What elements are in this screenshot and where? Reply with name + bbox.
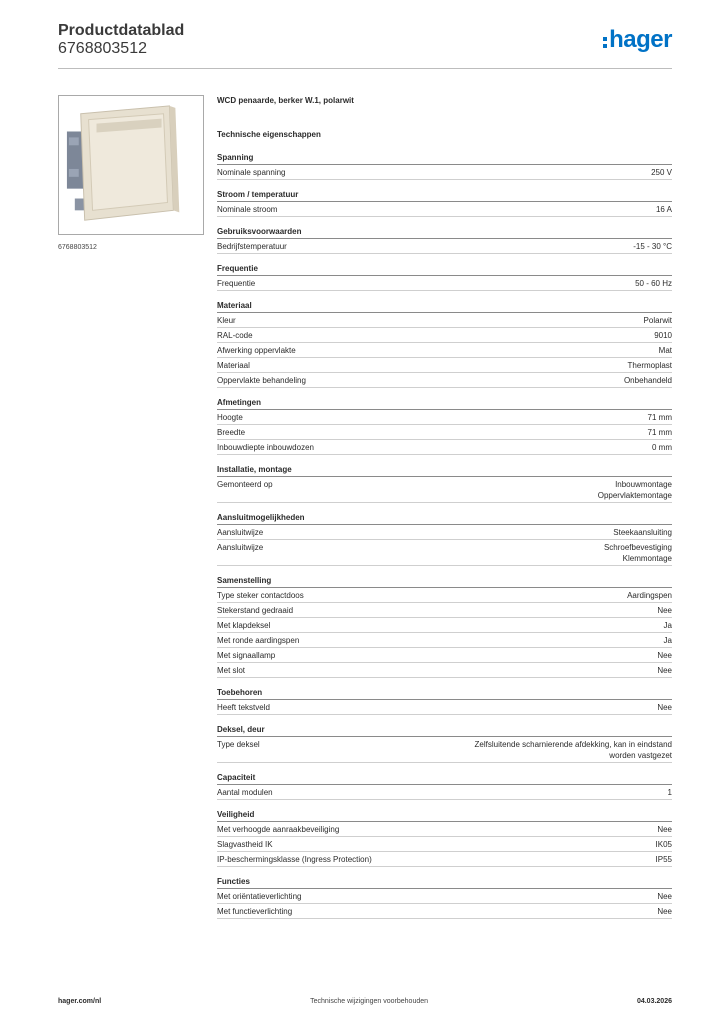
spec-section: [217, 301, 672, 388]
spec-sections: [217, 153, 672, 919]
image-caption: 6768803512: [58, 244, 97, 251]
spec-section: [217, 810, 672, 867]
section-title: Stroom / temperatuur: [217, 190, 672, 202]
spec-value: [656, 854, 672, 865]
spec-value: [664, 620, 672, 631]
spec-value: [657, 824, 672, 835]
document-title: Productdatablad: [58, 22, 185, 39]
section-title: Functies: [217, 877, 672, 889]
spec-value-line: Oppervlaktemontage: [597, 491, 672, 500]
spec-value-line: 250 V: [651, 168, 672, 177]
spec-section: [217, 688, 672, 715]
page-footer: [58, 998, 672, 1005]
footer-website: hager.com/nl: [58, 998, 102, 1005]
spec-label: Type deksel: [217, 740, 260, 749]
spec-label: Bedrijfstemperatuur: [217, 242, 287, 251]
spec-value: [668, 787, 672, 798]
spec-value-line: 0 mm: [652, 443, 672, 452]
spec-row: [217, 904, 672, 919]
product-details: [217, 96, 672, 919]
spec-label: RAL-code: [217, 331, 253, 340]
spec-row: [217, 822, 672, 837]
footer-disclaimer: Technische wijzigingen voorbehouden: [310, 998, 429, 1005]
spec-row: [217, 165, 672, 180]
socket-outlet-icon: [59, 96, 203, 234]
spec-value: [624, 375, 672, 386]
spec-label: Stekerstand gedraaid: [217, 606, 294, 615]
spec-value: [657, 665, 672, 676]
spec-row: [217, 837, 672, 852]
spec-value: [613, 527, 672, 538]
spec-value-line: Steekaansluiting: [613, 528, 672, 537]
spec-section: [217, 513, 672, 566]
hager-logo: [603, 28, 672, 52]
spec-row: [217, 343, 672, 358]
spec-label: Aansluitwijze: [217, 528, 264, 537]
spec-label: Met ronde aardingspen: [217, 636, 300, 645]
spec-value-line: Aardingspen: [627, 591, 672, 600]
footer-date: 04.03.2026: [636, 998, 672, 1005]
spec-value-line: Thermoplast: [627, 361, 672, 370]
section-title: Afmetingen: [217, 398, 672, 410]
spec-row: [217, 358, 672, 373]
spec-label: Type steker contactdoos: [217, 591, 304, 600]
spec-label: Oppervlakte behandeling: [217, 376, 306, 385]
spec-row: [217, 889, 672, 904]
spec-value: [475, 739, 672, 761]
spec-label: Met functieverlichting: [217, 907, 293, 916]
spec-value-line: Nee: [657, 651, 672, 660]
spec-value-line: worden vastgezet: [609, 751, 672, 760]
spec-value-line: 50 - 60 Hz: [635, 279, 672, 288]
spec-row: [217, 313, 672, 328]
spec-section: [217, 725, 672, 763]
spec-row: [217, 477, 672, 503]
spec-label: Met signaallamp: [217, 651, 276, 660]
spec-row: [217, 663, 672, 678]
logo-text: hager: [609, 26, 672, 53]
spec-value: [635, 278, 672, 289]
spec-value-line: IK05: [655, 840, 672, 849]
spec-row: [217, 276, 672, 291]
spec-value: [651, 167, 672, 178]
spec-value-line: Nee: [657, 907, 672, 916]
spec-label: Afwerking oppervlakte: [217, 346, 296, 355]
spec-row: [217, 852, 672, 867]
spec-label: Kleur: [217, 316, 236, 325]
spec-row: [217, 737, 672, 763]
spec-row: [217, 633, 672, 648]
spec-row: [217, 603, 672, 618]
spec-value-line: Nee: [657, 892, 672, 901]
properties-heading: Technische eigenschappen: [217, 130, 321, 139]
spec-label: Heeft tekstveld: [217, 703, 270, 712]
spec-section: [217, 264, 672, 291]
spec-value-line: 71 mm: [647, 413, 672, 422]
spec-label: Aansluitwijze: [217, 543, 264, 552]
spec-section: [217, 877, 672, 919]
spec-row: [217, 410, 672, 425]
spec-value: [628, 360, 672, 371]
spec-section: [217, 190, 672, 217]
section-title: Installatie, montage: [217, 465, 672, 477]
spec-value-line: Schroefbevestiging: [603, 543, 672, 552]
spec-value-line: Onbehandeld: [623, 376, 672, 385]
spec-value: [598, 479, 672, 501]
spec-value: [654, 330, 672, 341]
spec-row: [217, 239, 672, 254]
spec-label: Hoogte: [217, 413, 243, 422]
section-title: Gebruiksvoorwaarden: [217, 227, 672, 239]
section-title: Spanning: [217, 153, 672, 165]
spec-value: [657, 650, 672, 661]
spec-section: [217, 773, 672, 800]
product-image: [58, 95, 204, 235]
spec-label: Nominale stroom: [217, 205, 278, 214]
spec-value-line: Ja: [663, 621, 672, 630]
spec-value: [656, 839, 672, 850]
spec-row: [217, 373, 672, 388]
spec-section: [217, 227, 672, 254]
spec-value-line: Inbouwmontage: [615, 480, 672, 489]
spec-section: [217, 153, 672, 180]
spec-value: [657, 906, 672, 917]
spec-value-line: Zelfsluitende scharnierende afdekking, kan in eindstand: [474, 740, 672, 749]
spec-label: Met oriëntatieverlichting: [217, 892, 302, 901]
spec-value: [604, 542, 672, 564]
spec-value: [664, 635, 672, 646]
logo-dots-icon: [603, 37, 607, 48]
section-title: Frequentie: [217, 264, 672, 276]
spec-row: [217, 525, 672, 540]
spec-value: [648, 427, 672, 438]
spec-value-line: Nee: [657, 606, 672, 615]
spec-row: [217, 785, 672, 800]
spec-row: [217, 202, 672, 217]
spec-label: Met slot: [217, 666, 246, 675]
section-title: Materiaal: [217, 301, 672, 313]
spec-row: [217, 425, 672, 440]
spec-value: [652, 442, 672, 453]
spec-value-line: Polarwit: [643, 316, 672, 325]
spec-value-line: Klemmontage: [622, 554, 672, 563]
spec-value: [633, 241, 672, 252]
spec-value: [657, 605, 672, 616]
spec-value-line: 9010: [654, 331, 672, 340]
spec-value-line: IP55: [655, 855, 672, 864]
spec-row: [217, 328, 672, 343]
section-title: Aansluitmogelijkheden: [217, 513, 672, 525]
spec-value-line: Ja: [663, 636, 672, 645]
spec-value-line: 71 mm: [647, 428, 672, 437]
section-title: Samenstelling: [217, 576, 672, 588]
spec-label: Aantal modulen: [217, 788, 273, 797]
spec-row: [217, 588, 672, 603]
spec-value-line: Nee: [657, 666, 672, 675]
spec-section: [217, 398, 672, 455]
spec-value: [657, 702, 672, 713]
spec-value-line: -15 - 30 °C: [633, 242, 672, 251]
spec-value: [656, 204, 672, 215]
spec-value: [657, 891, 672, 902]
spec-value: [627, 590, 672, 601]
page-header: [58, 22, 672, 70]
section-title: Capaciteit: [217, 773, 672, 785]
spec-label: Met klapdeksel: [217, 621, 271, 630]
section-title: Veiligheid: [217, 810, 672, 822]
spec-label: Nominale spanning: [217, 168, 286, 177]
spec-label: Materiaal: [217, 361, 250, 370]
spec-row: [217, 540, 672, 566]
spec-value-line: Nee: [657, 703, 672, 712]
spec-label: Gemonteerd op: [217, 480, 273, 489]
spec-label: IP-beschermingsklasse (Ingress Protection): [217, 855, 372, 864]
spec-value: [644, 315, 672, 326]
product-description: WCD penaarde, berker W.1, polarwit: [217, 96, 354, 105]
spec-label: Slagvastheid IK: [217, 840, 273, 849]
spec-section: [217, 576, 672, 678]
spec-value: [648, 412, 672, 423]
spec-value-line: 16 A: [655, 205, 672, 214]
section-title: Deksel, deur: [217, 725, 672, 737]
spec-value: [659, 345, 672, 356]
section-title: Toebehoren: [217, 688, 672, 700]
spec-label: Met verhoogde aanraakbeveiliging: [217, 825, 340, 834]
spec-row: [217, 618, 672, 633]
spec-value-line: 1: [667, 788, 672, 797]
spec-value-line: Mat: [658, 346, 672, 355]
spec-row: [217, 700, 672, 715]
spec-label: Breedte: [217, 428, 246, 437]
spec-label: Inbouwdiepte inbouwdozen: [217, 443, 314, 452]
spec-value-line: Nee: [657, 825, 672, 834]
header-divider: [58, 68, 672, 69]
spec-section: [217, 465, 672, 503]
spec-row: [217, 440, 672, 455]
spec-row: [217, 648, 672, 663]
document-number: 6768803512: [58, 40, 147, 57]
spec-label: Frequentie: [217, 279, 256, 288]
